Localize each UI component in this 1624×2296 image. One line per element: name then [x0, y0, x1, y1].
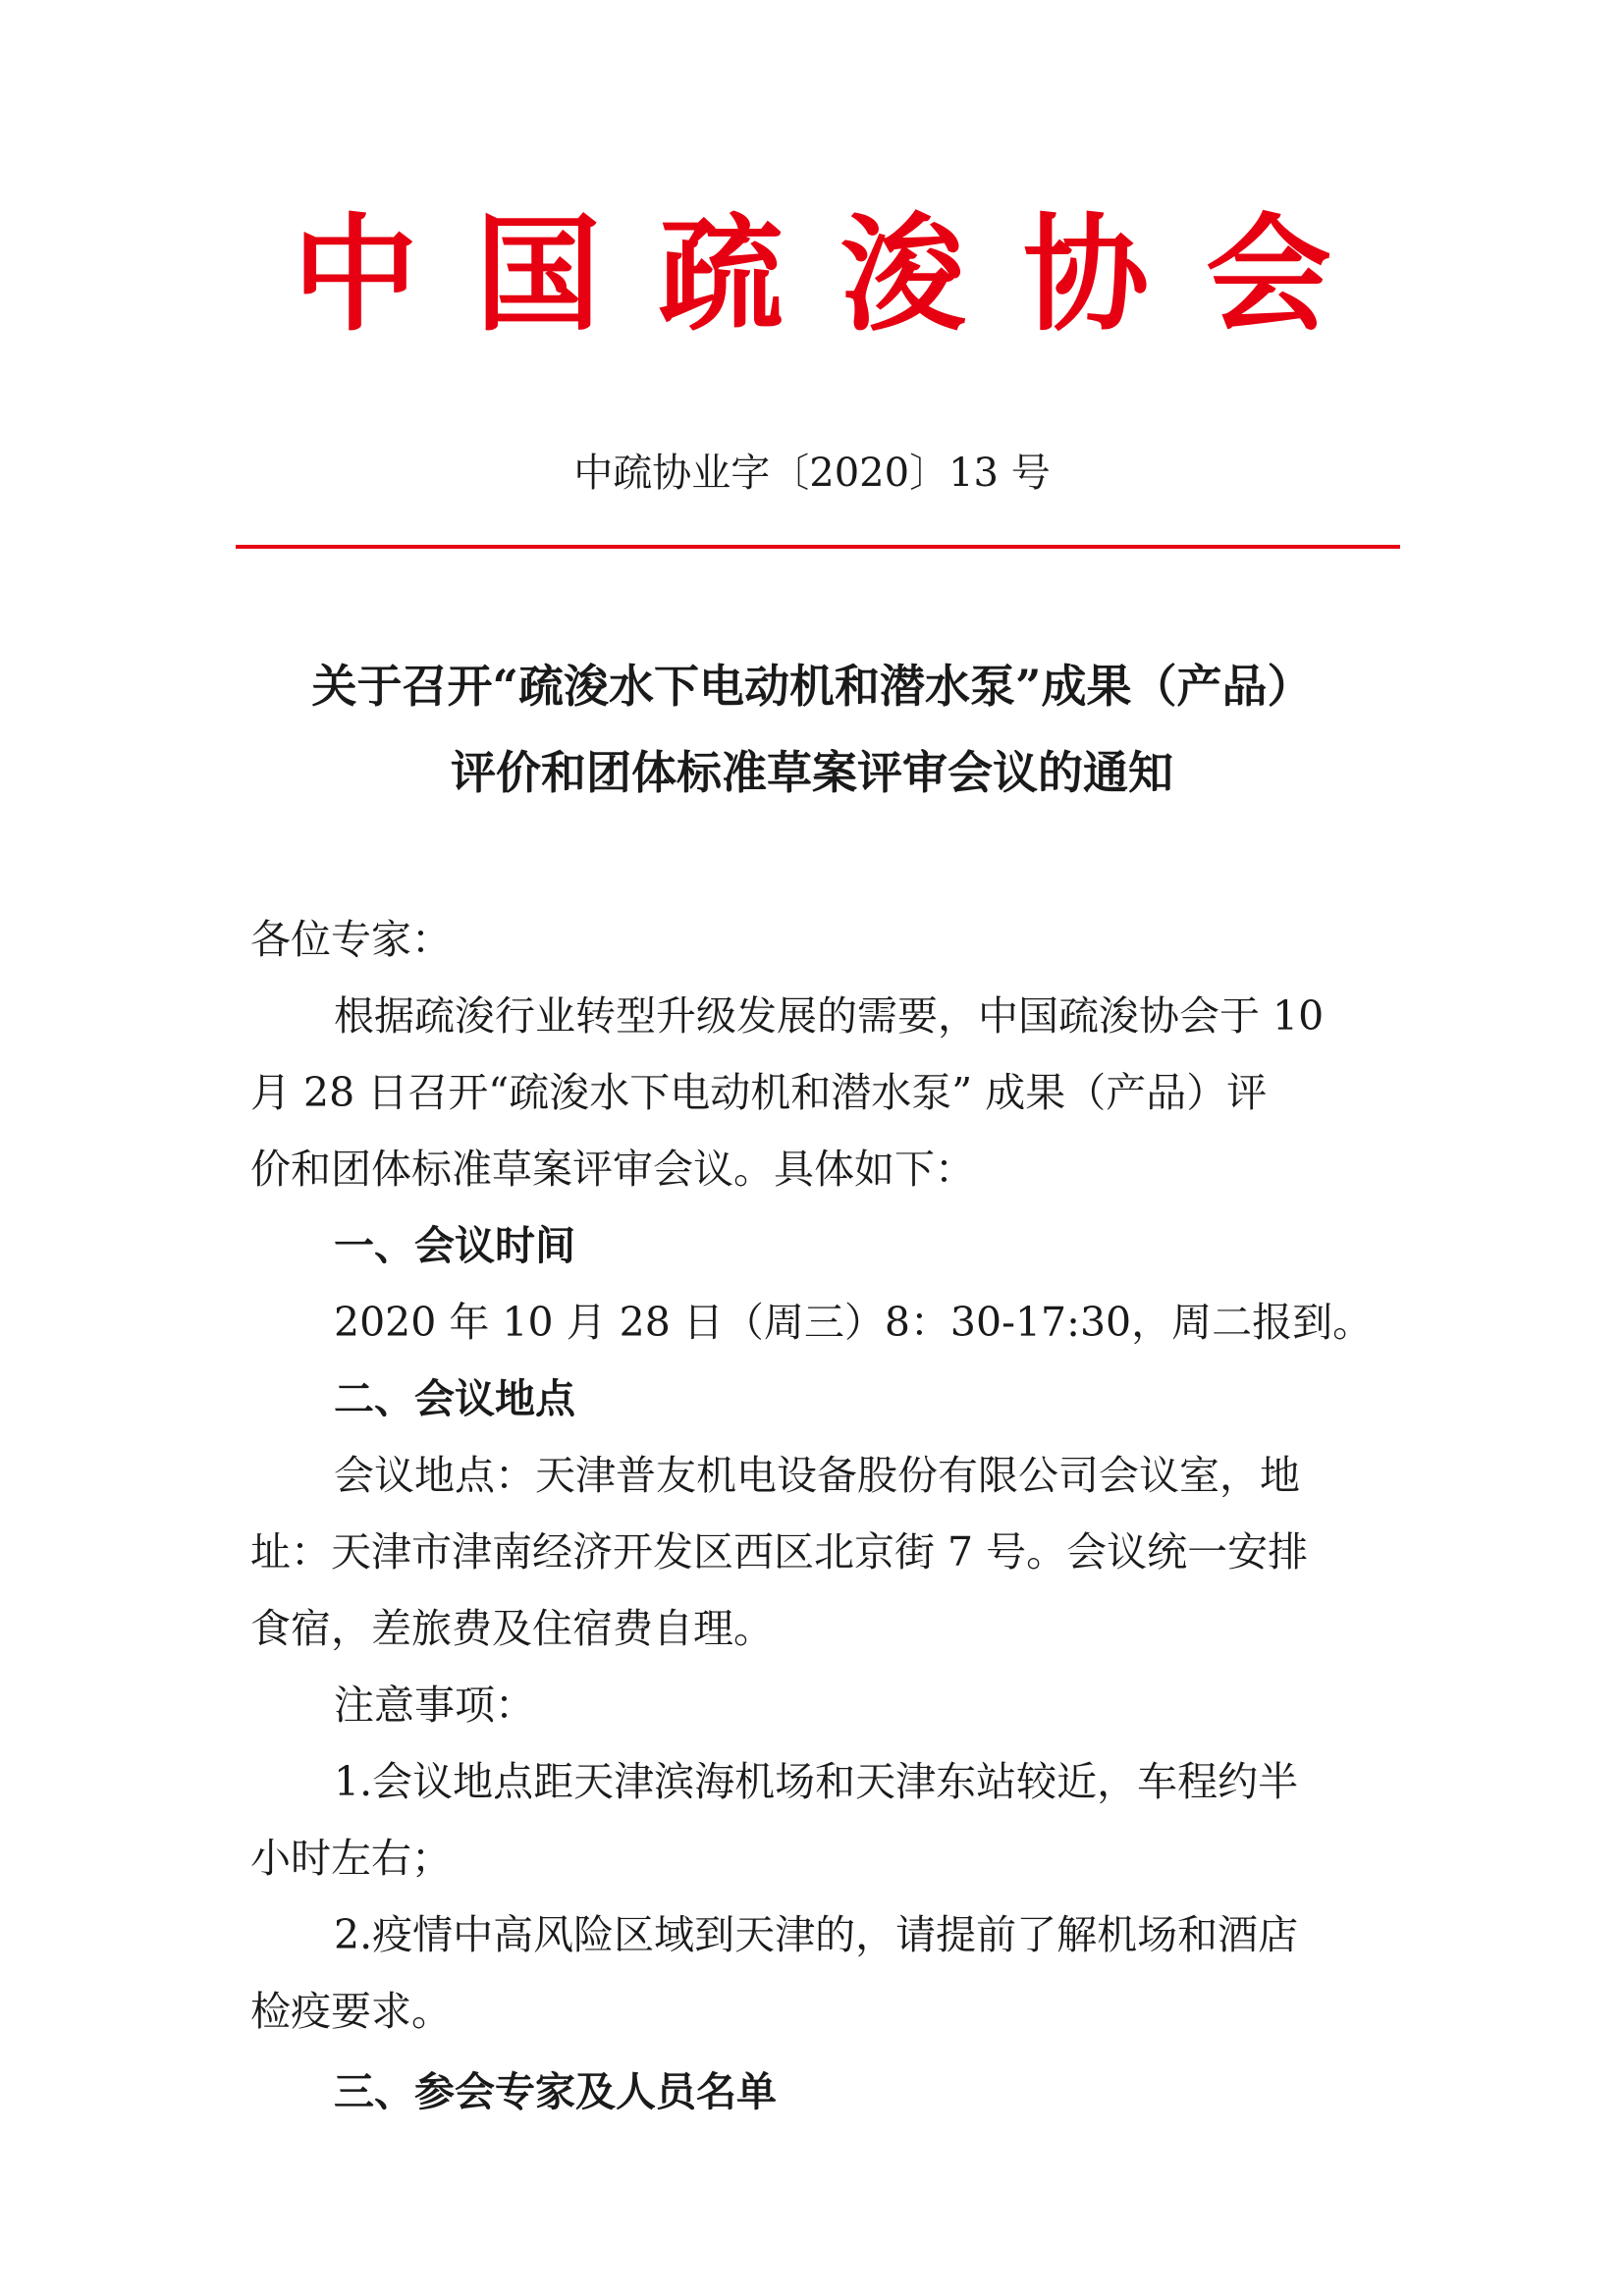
- note-1-line-1: 1.会议地点距天津滨海机场和天津东站较近，车程约半: [334, 1758, 1299, 1805]
- section-heading-meeting-location: 二、会议地点: [334, 1375, 575, 1422]
- section-heading-attendees: 三、参会专家及人员名单: [334, 2068, 777, 2115]
- location-paragraph-line-3: 食宿，差旅费及住宿费自理。: [250, 1605, 774, 1652]
- section-heading-meeting-time: 一、会议时间: [334, 1222, 575, 1269]
- organization-name: 中国疏浚协会: [292, 201, 1388, 348]
- notice-title-line-1: 关于召开“疏浚水下电动机和潜水泵”成果（产品）: [311, 660, 1313, 713]
- location-paragraph-line-2: 址：天津市津南经济开发区西区北京街 7 号。会议统一安排: [250, 1528, 1309, 1575]
- intro-paragraph-line-1: 根据疏浚行业转型升级发展的需要，中国疏浚协会于 10: [334, 992, 1325, 1040]
- intro-paragraph-line-3: 价和团体标准草案评审会议。具体如下：: [250, 1146, 975, 1193]
- notes-heading: 注意事项：: [334, 1682, 535, 1729]
- note-2-line-2: 检疫要求。: [250, 1988, 452, 2035]
- intro-paragraph-line-2: 月 28 日召开“疏浚水下电动机和潜水泵” 成果（产品）评: [250, 1069, 1268, 1116]
- document-number: 中疏协业字〔2020〕13 号: [573, 451, 1051, 496]
- location-paragraph-line-1: 会议地点：天津普友机电设备股份有限公司会议室，地: [334, 1452, 1300, 1499]
- notice-title-line-2: 评价和团体标准草案评审会议的通知: [451, 746, 1173, 799]
- note-1-line-2: 小时左右；: [250, 1835, 452, 1882]
- salutation: 各位专家：: [250, 916, 452, 963]
- note-2-line-1: 2.疫情中高风险区域到天津的，请提前了解机场和酒店: [334, 1911, 1299, 1958]
- red-divider-line: [236, 545, 1400, 549]
- meeting-time-text: 2020 年 10 月 28 日（周三）8：30-17:30，周二报到。: [334, 1299, 1374, 1346]
